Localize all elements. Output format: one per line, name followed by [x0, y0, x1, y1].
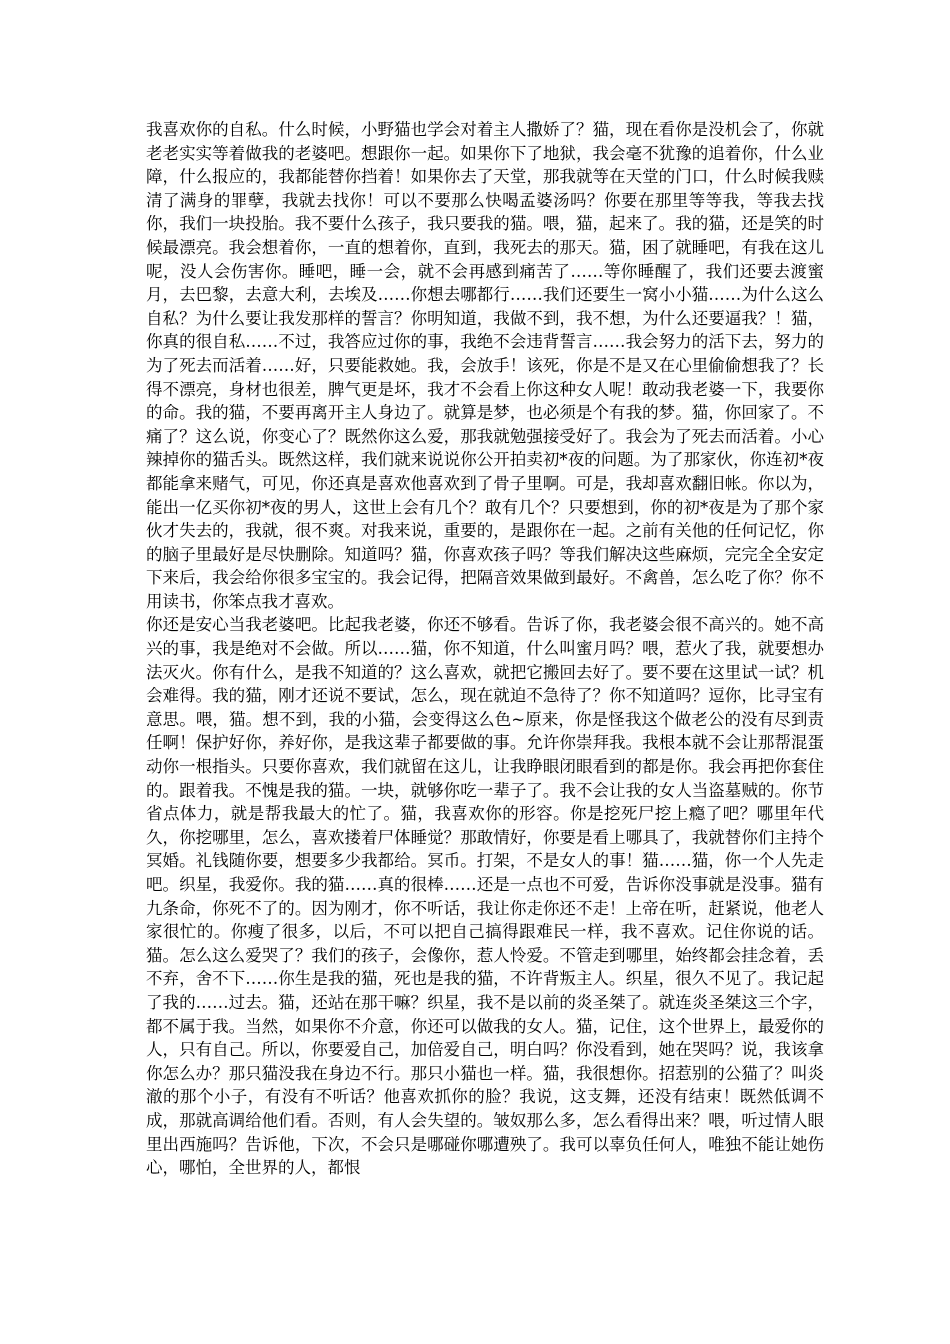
- document-body: [146, 118, 824, 1180]
- body-paragraph: 我喜欢你的自私。什么时候，小野猫也学会对着主人撒娇了？猫，现在看你是没机会了，你就老老实实等着做我的老婆吧。想跟你一起。如果你下了地狱，我会毫不犹豫的追着你，什么业障，什么报应的，我都能替你挡着！如果你去了天堂，那我就等在天堂的门口，什么时候我赎清了满身的罪孽，我就去找你！可以不要那么快喝孟婆汤吗？你要在那里等等我，等我去找你，我们一块投胎。我不要什么孩子，我只要我的猫。喂，猫，起来了。我的猫，还是笑的时候最漂亮。我会想着你，一直的想着你，直到，我死去的那天。猫，困了就睡吧，有我在这儿呢，没人会伤害你。睡吧，睡一会，就不会再感到痛苦了……等你睡醒了，我们还要去渡蜜月，去巴黎，去意大利，去埃及……你想去哪都行……我们还要生一窝小小猫……为什么这么自私？为什么要让我发那样的誓言？你明知道，我做不到，我不想，为什么还要逼我？！猫，你真的很自私……不过，我答应过你的事，我绝不会违背誓言……我会努力的活下去，努力的为了死去而活着……好，只要能救她。我，会放手！该死，你是不是又在心里偷偷想我了？长得不漂亮，身材也很差，脾气更是坏，我才不会看上你这种女人呢！敢动我老婆一下，我要你的命。我的猫，不要再离开主人身边了。就算是梦，也必须是个有我的梦。猫，你回家了。不痛了？这么说，你变心了？既然你这么爱，那我就勉强接受好了。我会为了死去而活着。小心辣掉你的猫舌头。既然这样，我们就来说说你公开拍卖初*夜的问题。为了那家伙，你连初*夜都能拿来赌气，可见，你还真是喜欢他喜欢到了骨子里啊。可是，我却喜欢翻旧帐。你以为，能出一亿买你初*夜的男人，这世上会有几个？敢有几个？只要想到，你的初*夜是为了那个家伙才失去的，我就，很不爽。对我来说，重要的，是跟你在一起。之前有关他的任何记忆，你的脑子里最好是尽快删除。知道吗？猫，你喜欢孩子吗？等我们解决这些麻烦，完完全全安定下来后，我会给你很多宝宝的。我会记得，把隔音效果做到最好。不禽兽，怎么吃了你？你不用读书，你笨点我才喜欢。: [146, 120, 824, 611]
- body-paragraph: 你还是安心当我老婆吧。比起我老婆，你还不够看。告诉了你，我老婆会很不高兴的。她不高兴的事，我是绝对不会做。所以……猫，你不知道，什么叫蜜月吗？喂，惹火了我，就要想办法灭火。你有什么，是我不知道的？这么喜欢，就把它搬回去好了。要不要在这里试一试？机会难得。我的猫，刚才还说不要试，怎么，现在就迫不急待了？你不知道吗？逗你，比寻宝有意思。喂，猫。想不到，我的小猫，会变得这么色~原来，你是怪我这个做老公的没有尽到责任啊！保护好你，养好你，是我这辈子都要做的事。允许你崇拜我。我根本就不会让那帮混蛋动你一根指头。只要你喜欢，我们就留在这儿，让我睁眼闭眼看到的都是你。我会再把你套住的。跟着我。不愧是我的猫。一块，就够你吃一辈子了。我不会让我的女人当盗墓贼的。你节省点体力，就是帮我最大的忙了。猫，我喜欢你的形容。你是挖死尸挖上瘾了吧？哪里年代久，你挖哪里，怎么，喜欢搂着尸体睡觉？那敢情好，你要是看上哪具了，我就替你们主持个冥婚。礼钱随你要，想要多少我都给。冥币。打架，不是女人的事！猫……猫，你一个人先走吧。织星，我爱你。我的猫……真的很棒……还是一点也不可爱，告诉你没事就是没事。猫有九条命，你死不了的。因为刚才，你不听话，我让你走你还不走！上帝在听，赶紧说，他老人家很忙的。你瘦了很多，以后，不可以把自己搞得跟难民一样，我不喜欢。记住你说的话。猫。怎么这么爱哭了？我们的孩子，会像你，惹人怜爱。不管走到哪里，始终都会挂念着，丢不弃，舍不下……你生是我的猫，死也是我的猫，不许背叛主人。织星，很久不见了。我记起了我的……过去。猫，还站在那干嘛？织星，我不是以前的炎圣桀了。就连炎圣桀这三个字，都不属于我。当然，如果你不介意，你还可以做我的女人。猫，记住，这个世界上，最爱你的人，只有自己。所以，你要爱自己，加倍爱自己，明白吗？你没看到，她在哭吗？说，我该拿你怎么办？那只猫没我在身边不行。那只小猫也一样。猫，我很想你。招惹别的公猫了？叫炎澈的那个小子，有没有不听话？他喜欢抓你的脸？我说，这支舞，还没有结束！既然低调不成，那就高调给他们看。否则，有人会失望的。皱奴那么多，怎么看得出来？喂，听过情人眼里出西施吗？告诉他，下次，不会只是哪碰你哪遭殃了。我可以辜负任何人，唯独不能让她伤心，哪怕，全世界的人，都恨: [146, 615, 824, 1178]
